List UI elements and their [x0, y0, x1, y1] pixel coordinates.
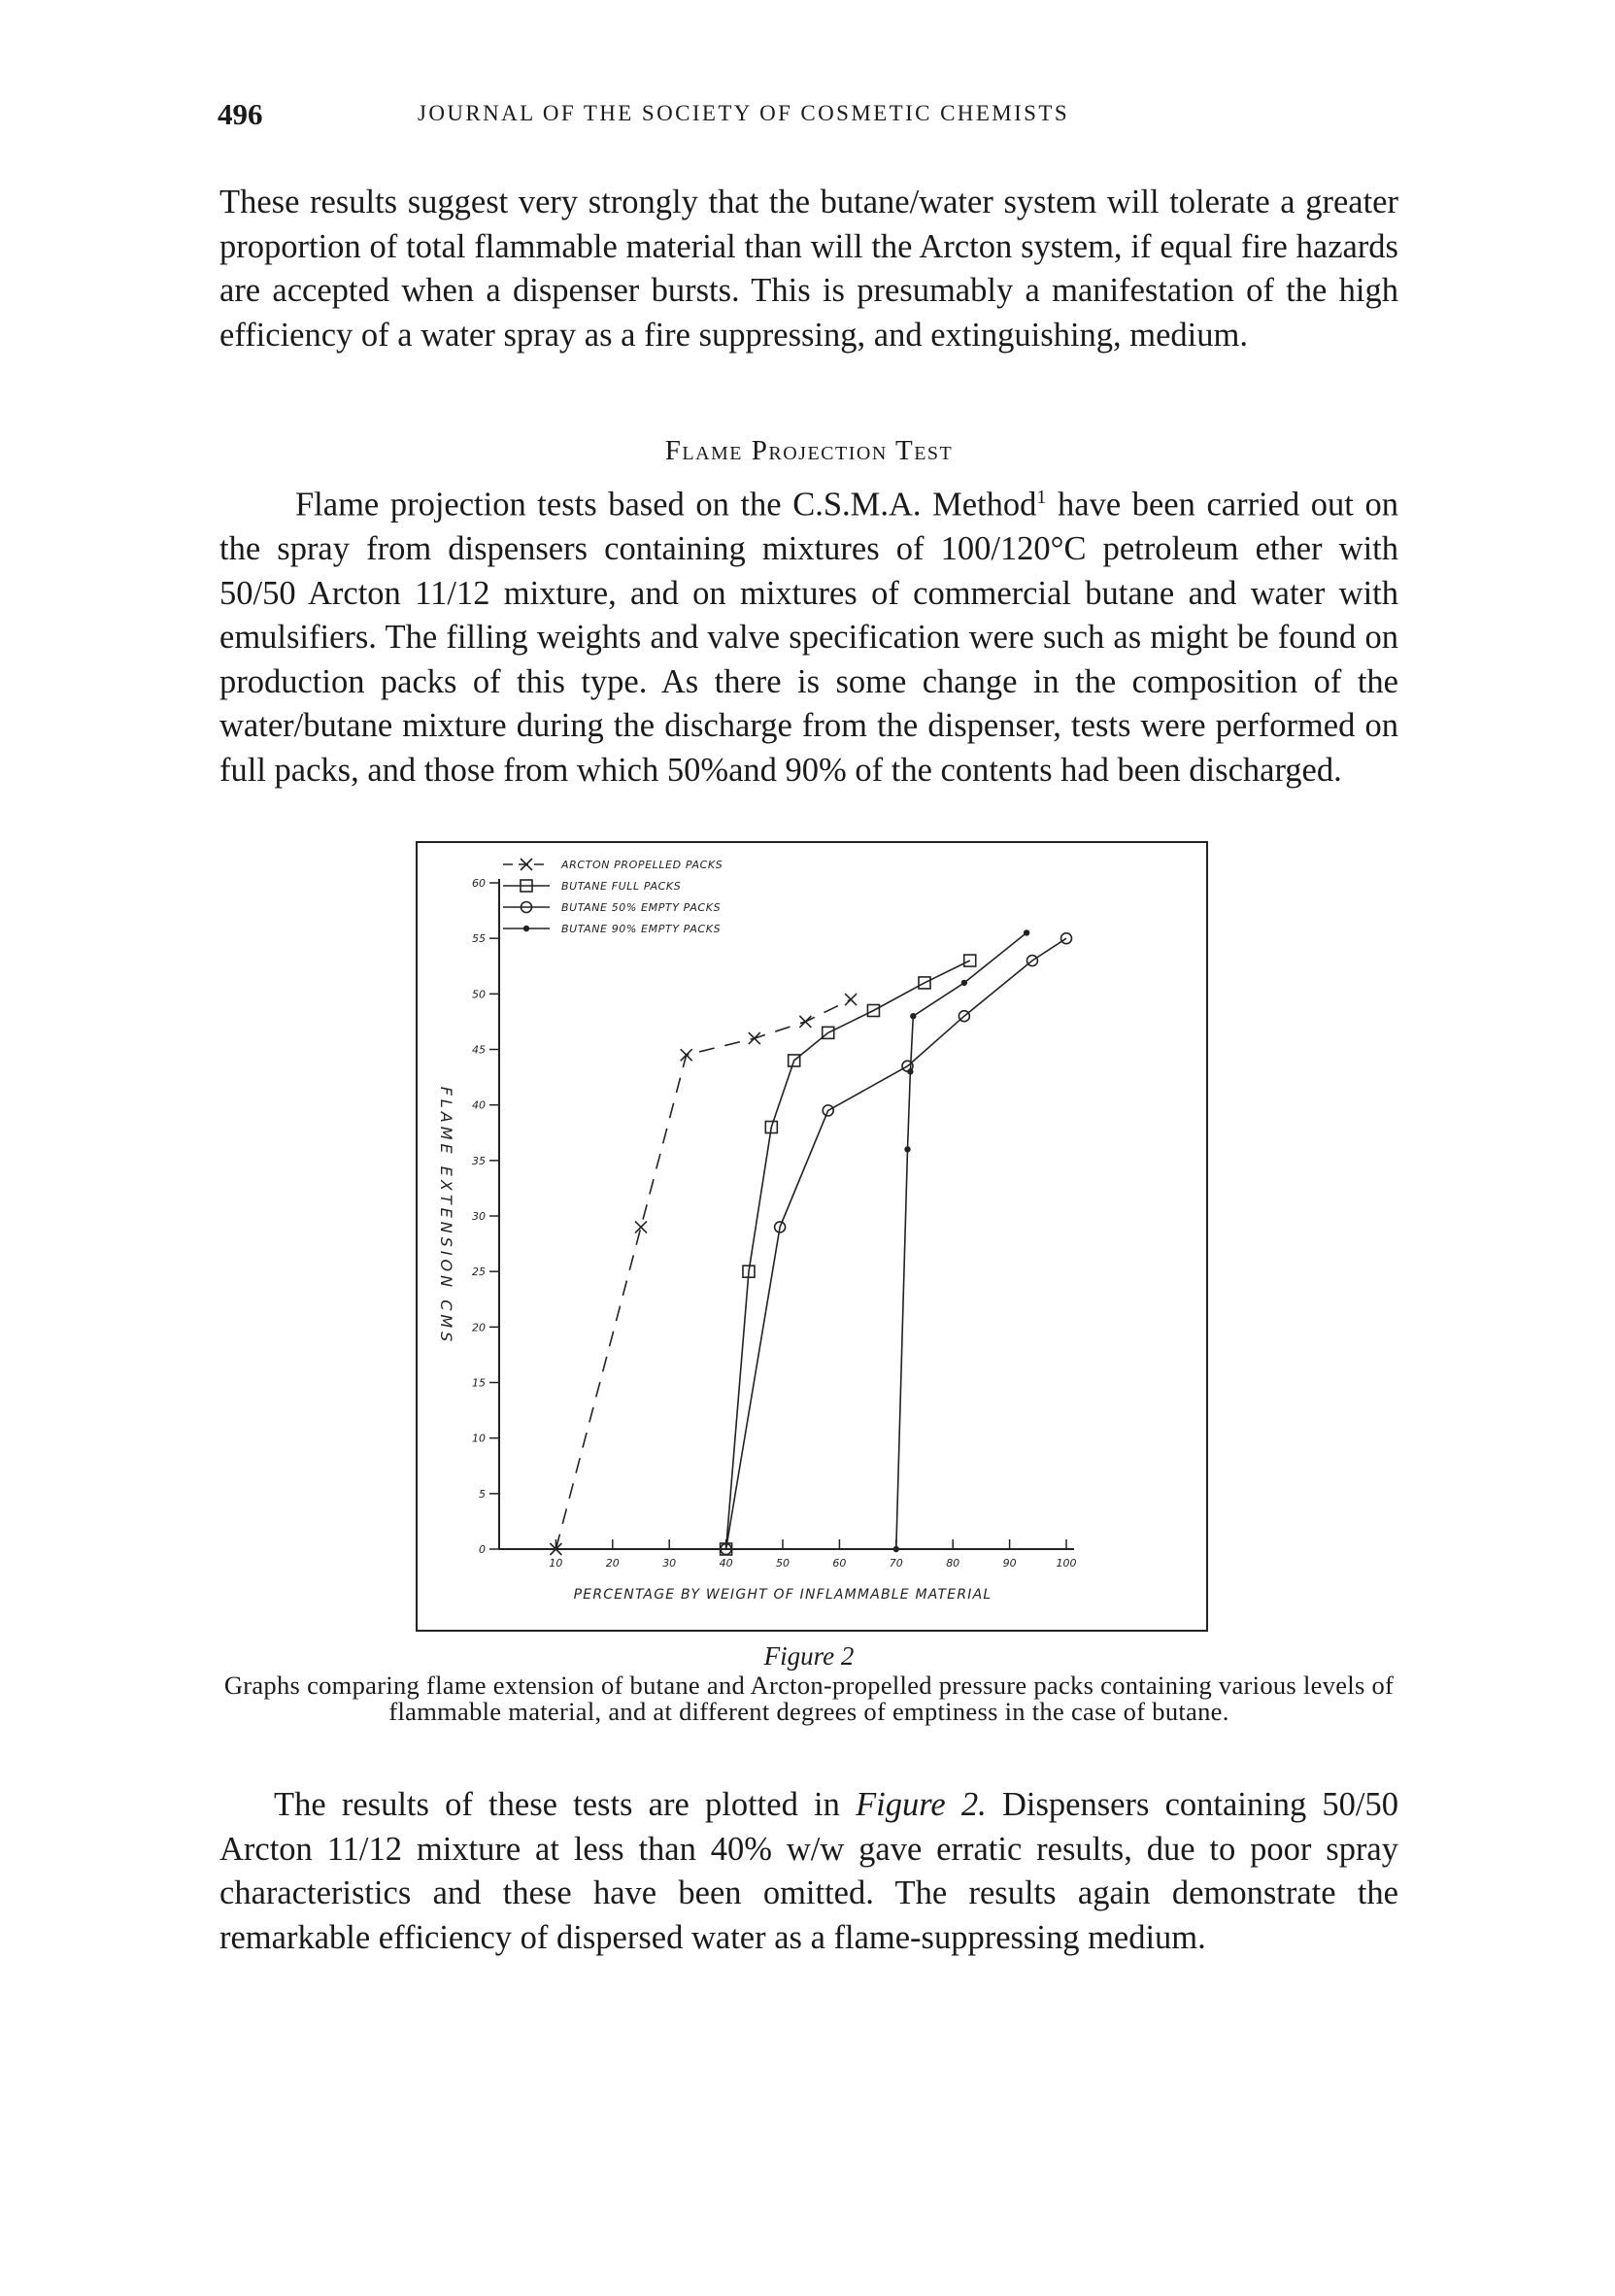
data-point-butane-90-empty-packs: [907, 1068, 913, 1074]
paragraph-2-rest: have been carried out on the spray from dispensers containing mixtures of 100/120°C petroleum ether with 50/50 Arcton 11/12 mixture, and on mixtures of commercial butane and water with emulsifiers. The filling weights and valve specification were such as might be found on production packs of this type. As there is some change in the composition of the water/butane mixture during the discharge from the dispenser, tests were performed on full packs, and those from which 50%and 90% of the contents had been discharged.: [219, 486, 1398, 789]
x-tick-label: 20: [605, 1557, 620, 1570]
figure-title: Figure 2: [763, 1641, 855, 1671]
paragraph-3-text: [219, 1783, 1398, 1960]
legend-label: BUTANE 90% EMPTY PACKS: [561, 923, 722, 935]
legend-label: BUTANE FULL PACKS: [561, 880, 682, 893]
legend-label: BUTANE 50% EMPTY PACKS: [561, 901, 722, 914]
data-point-butane-90-empty-packs: [1024, 929, 1029, 935]
y-tick-label: 25: [472, 1266, 486, 1279]
y-tick-label: 15: [472, 1376, 486, 1390]
paragraph-3-rest: Dispensers containing 50/50 Arcton 11/12 mixture at less than 40% w/w gave erratic results, due to poor spray characteristics and these have been omitted. The results again demonstrate the remarkable efficiency of dispersed water as a flame-suppressing medium.: [219, 1786, 1398, 1956]
figure-caption: Graphs comparing flame extension of butane and Arcton-propelled pressure packs containing various levels of flammable material, and at different degrees of emptiness in the case of butane.: [223, 1671, 1395, 1726]
section-heading: Flame Projection Test: [664, 435, 954, 466]
x-tick-label: 90: [1002, 1557, 1017, 1570]
y-tick-label: 45: [472, 1043, 486, 1057]
legend-marker: [523, 926, 529, 931]
y-tick-label: 30: [472, 1210, 486, 1223]
y-tick-label: 50: [472, 988, 486, 1001]
data-point-butane-90-empty-packs: [904, 1146, 910, 1152]
paragraph-2-text: [219, 476, 1398, 793]
legend-label: ARCTON PROPELLED PACKS: [561, 859, 723, 871]
y-tick-label: 55: [472, 932, 486, 946]
data-point-arcton-propelled-packs: [749, 1032, 760, 1044]
y-tick-label: 5: [479, 1487, 486, 1501]
x-tick-label: 50: [776, 1557, 790, 1570]
paragraph-2: [219, 476, 1398, 793]
page-header: [218, 97, 1402, 136]
figure-2-chart: [416, 841, 1208, 1632]
y-tick-label: 40: [472, 1098, 486, 1112]
y-tick-label: 35: [472, 1154, 486, 1167]
series-line-butane-full-packs: [726, 961, 970, 1549]
paragraph-1: [219, 181, 1398, 357]
x-tick-label: 70: [889, 1557, 903, 1570]
series-line-butane-90-empty-packs: [896, 932, 1026, 1549]
x-tick-label: 100: [1056, 1557, 1077, 1570]
data-point-arcton-propelled-packs: [635, 1221, 647, 1232]
footnote-ref: 1: [1036, 487, 1047, 508]
data-point-arcton-propelled-packs: [799, 1016, 811, 1028]
paragraph-2-lead: Flame projection tests based on the C.S.M.A. Method: [295, 486, 1037, 523]
running-head: JOURNAL OF THE SOCIETY OF COSMETIC CHEMISTS: [418, 101, 1070, 125]
x-axis-label: PERCENTAGE BY WEIGHT OF INFLAMMABLE MATERIAL: [573, 1587, 993, 1603]
data-point-arcton-propelled-packs: [681, 1049, 692, 1061]
data-point-butane-90-empty-packs: [910, 1013, 916, 1019]
x-tick-label: 10: [549, 1557, 563, 1570]
data-point-butane-90-empty-packs: [893, 1546, 899, 1552]
data-point-butane-full-packs: [964, 955, 976, 966]
x-tick-label: 80: [946, 1557, 960, 1570]
y-tick-label: 0: [479, 1543, 486, 1556]
series-line-arcton-propelled-packs: [555, 999, 851, 1549]
x-tick-label: 60: [832, 1557, 847, 1570]
x-tick-label: 30: [662, 1557, 677, 1570]
chart-svg: [418, 843, 1210, 1634]
figure-reference: Figure 2.: [856, 1786, 987, 1823]
page-number: 496: [218, 97, 263, 131]
paragraph-1-text: These results suggest very strongly that the butane/water system will tolerate a greater proportion of total flammable material than will the Arcton system, if equal fire hazards are accepted when a dispenser bursts. This is presumably a manifestation of the high efficiency of a water spray as a fire suppressing, and extinguishing, medium.: [219, 184, 1398, 354]
y-tick-label: 10: [472, 1432, 486, 1445]
y-tick-label: 60: [472, 877, 486, 890]
data-point-arcton-propelled-packs: [845, 994, 857, 1005]
paragraph-3: [219, 1783, 1398, 1960]
x-tick-label: 40: [719, 1557, 733, 1570]
y-axis-label: FLAME EXTENSION CMS: [437, 1086, 455, 1346]
y-tick-label: 20: [472, 1321, 486, 1334]
paragraph-3-lead: The results of these tests are plotted in: [274, 1786, 857, 1823]
data-point-butane-50-empty-packs: [1061, 933, 1072, 944]
data-point-butane-90-empty-packs: [961, 980, 967, 986]
series-line-butane-50-empty-packs: [726, 938, 1066, 1549]
